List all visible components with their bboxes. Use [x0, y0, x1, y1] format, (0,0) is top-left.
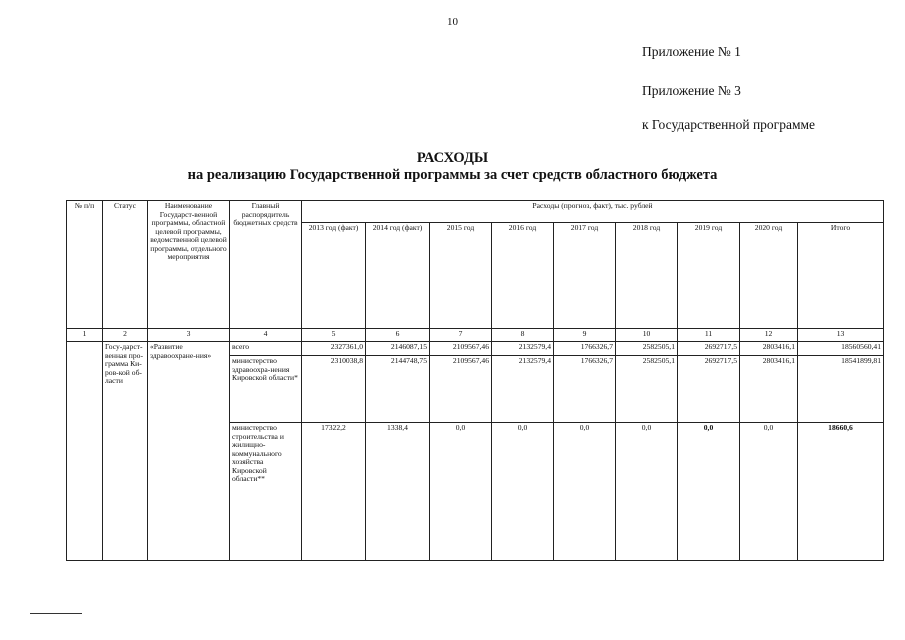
value-cell: 1766326,7 — [554, 356, 616, 423]
appendix-line-3: к Государственной программе — [642, 117, 816, 132]
value-cell: 2109567,46 — [430, 342, 492, 356]
header-year: 2018 год — [616, 223, 678, 329]
appendix-line-2: Приложение № 3 — [642, 83, 741, 98]
header-row-1 — [67, 201, 884, 223]
header-manager: Главный распорядитель бюджетных средств — [230, 201, 302, 329]
value-cell: 2582505,1 — [616, 356, 678, 423]
value-cell: 17322,2 — [302, 423, 366, 561]
value-cell: 2132579,4 — [492, 342, 554, 356]
col-number: 10 — [616, 329, 678, 342]
col-number: 8 — [492, 329, 554, 342]
value-cell: 2327361,0 — [302, 342, 366, 356]
col-number: 5 — [302, 329, 366, 342]
header-year: 2017 год — [554, 223, 616, 329]
manager-cell: министерство здравоохра-нения Кировской области* — [230, 356, 302, 423]
col-number: 7 — [430, 329, 492, 342]
value-cell: 2310038,8 — [302, 356, 366, 423]
col-number: 3 — [148, 329, 230, 342]
program-name-cell: «Развитие здравоохране-ния» — [148, 342, 230, 561]
value-cell: 0,0 — [616, 423, 678, 561]
manager-cell: министерство строительства и жилищно-коммунального хозяйства Кировской области** — [230, 423, 302, 561]
col-number: 11 — [678, 329, 740, 342]
header-year: 2013 год (факт) — [302, 223, 366, 329]
document-title: РАСХОДЫ — [416, 150, 489, 166]
header-expenses: Расходы (прогноз, факт), тыс. рублей — [302, 201, 884, 223]
value-cell: 0,0 — [678, 423, 740, 561]
header-name: Наименование Государст-венной программы, областной целевой программы, ведомственной целевой программы, отдельного мероприятия — [148, 201, 230, 329]
col-number: 4 — [230, 329, 302, 342]
value-cell: 2109567,46 — [430, 356, 492, 423]
value-cell: 2144748,75 — [366, 356, 430, 423]
col-number: 13 — [798, 329, 884, 342]
col-number: 1 — [67, 329, 103, 342]
value-cell: 2692717,5 — [678, 356, 740, 423]
appendix-line-1: Приложение № 1 — [642, 44, 741, 59]
header-year: 2016 год — [492, 223, 554, 329]
header-num: № п/п — [67, 201, 103, 329]
document-subtitle: на реализацию Государственной программы за счет средств областного бюджета — [187, 167, 718, 183]
header-year: 2019 год — [678, 223, 740, 329]
value-cell: 2692717,5 — [678, 342, 740, 356]
value-cell: 2803416,1 — [740, 342, 798, 356]
header-status: Статус — [103, 201, 148, 329]
col-number: 6 — [366, 329, 430, 342]
value-cell: 2803416,1 — [740, 356, 798, 423]
footnote-separator — [30, 613, 82, 614]
total-cell: 18560560,41 — [798, 342, 884, 356]
table-row — [67, 342, 884, 356]
total-cell: 18660,6 — [798, 423, 884, 561]
value-cell: 0,0 — [740, 423, 798, 561]
page-number: 10 — [447, 16, 458, 28]
value-cell: 1766326,7 — [554, 342, 616, 356]
col-number: 2 — [103, 329, 148, 342]
value-cell: 0,0 — [430, 423, 492, 561]
manager-cell: всего — [230, 342, 302, 356]
header-year: 2020 год — [740, 223, 798, 329]
value-cell: 0,0 — [554, 423, 616, 561]
value-cell: 0,0 — [492, 423, 554, 561]
header-total: Итого — [798, 223, 884, 329]
status-cell: Госу-дарст-венная про-грамма Ки-ров-кой об-ласти — [103, 342, 148, 561]
header-year: 2015 год — [430, 223, 492, 329]
value-cell: 2582505,1 — [616, 342, 678, 356]
row-number — [67, 342, 103, 561]
total-cell: 18541899,81 — [798, 356, 884, 423]
value-cell: 2132579,4 — [492, 356, 554, 423]
column-number-row — [67, 329, 884, 342]
value-cell: 2146087,15 — [366, 342, 430, 356]
header-year: 2014 год (факт) — [366, 223, 430, 329]
col-number: 9 — [554, 329, 616, 342]
col-number: 12 — [740, 329, 798, 342]
expenses-table — [66, 200, 884, 561]
value-cell: 1338,4 — [366, 423, 430, 561]
